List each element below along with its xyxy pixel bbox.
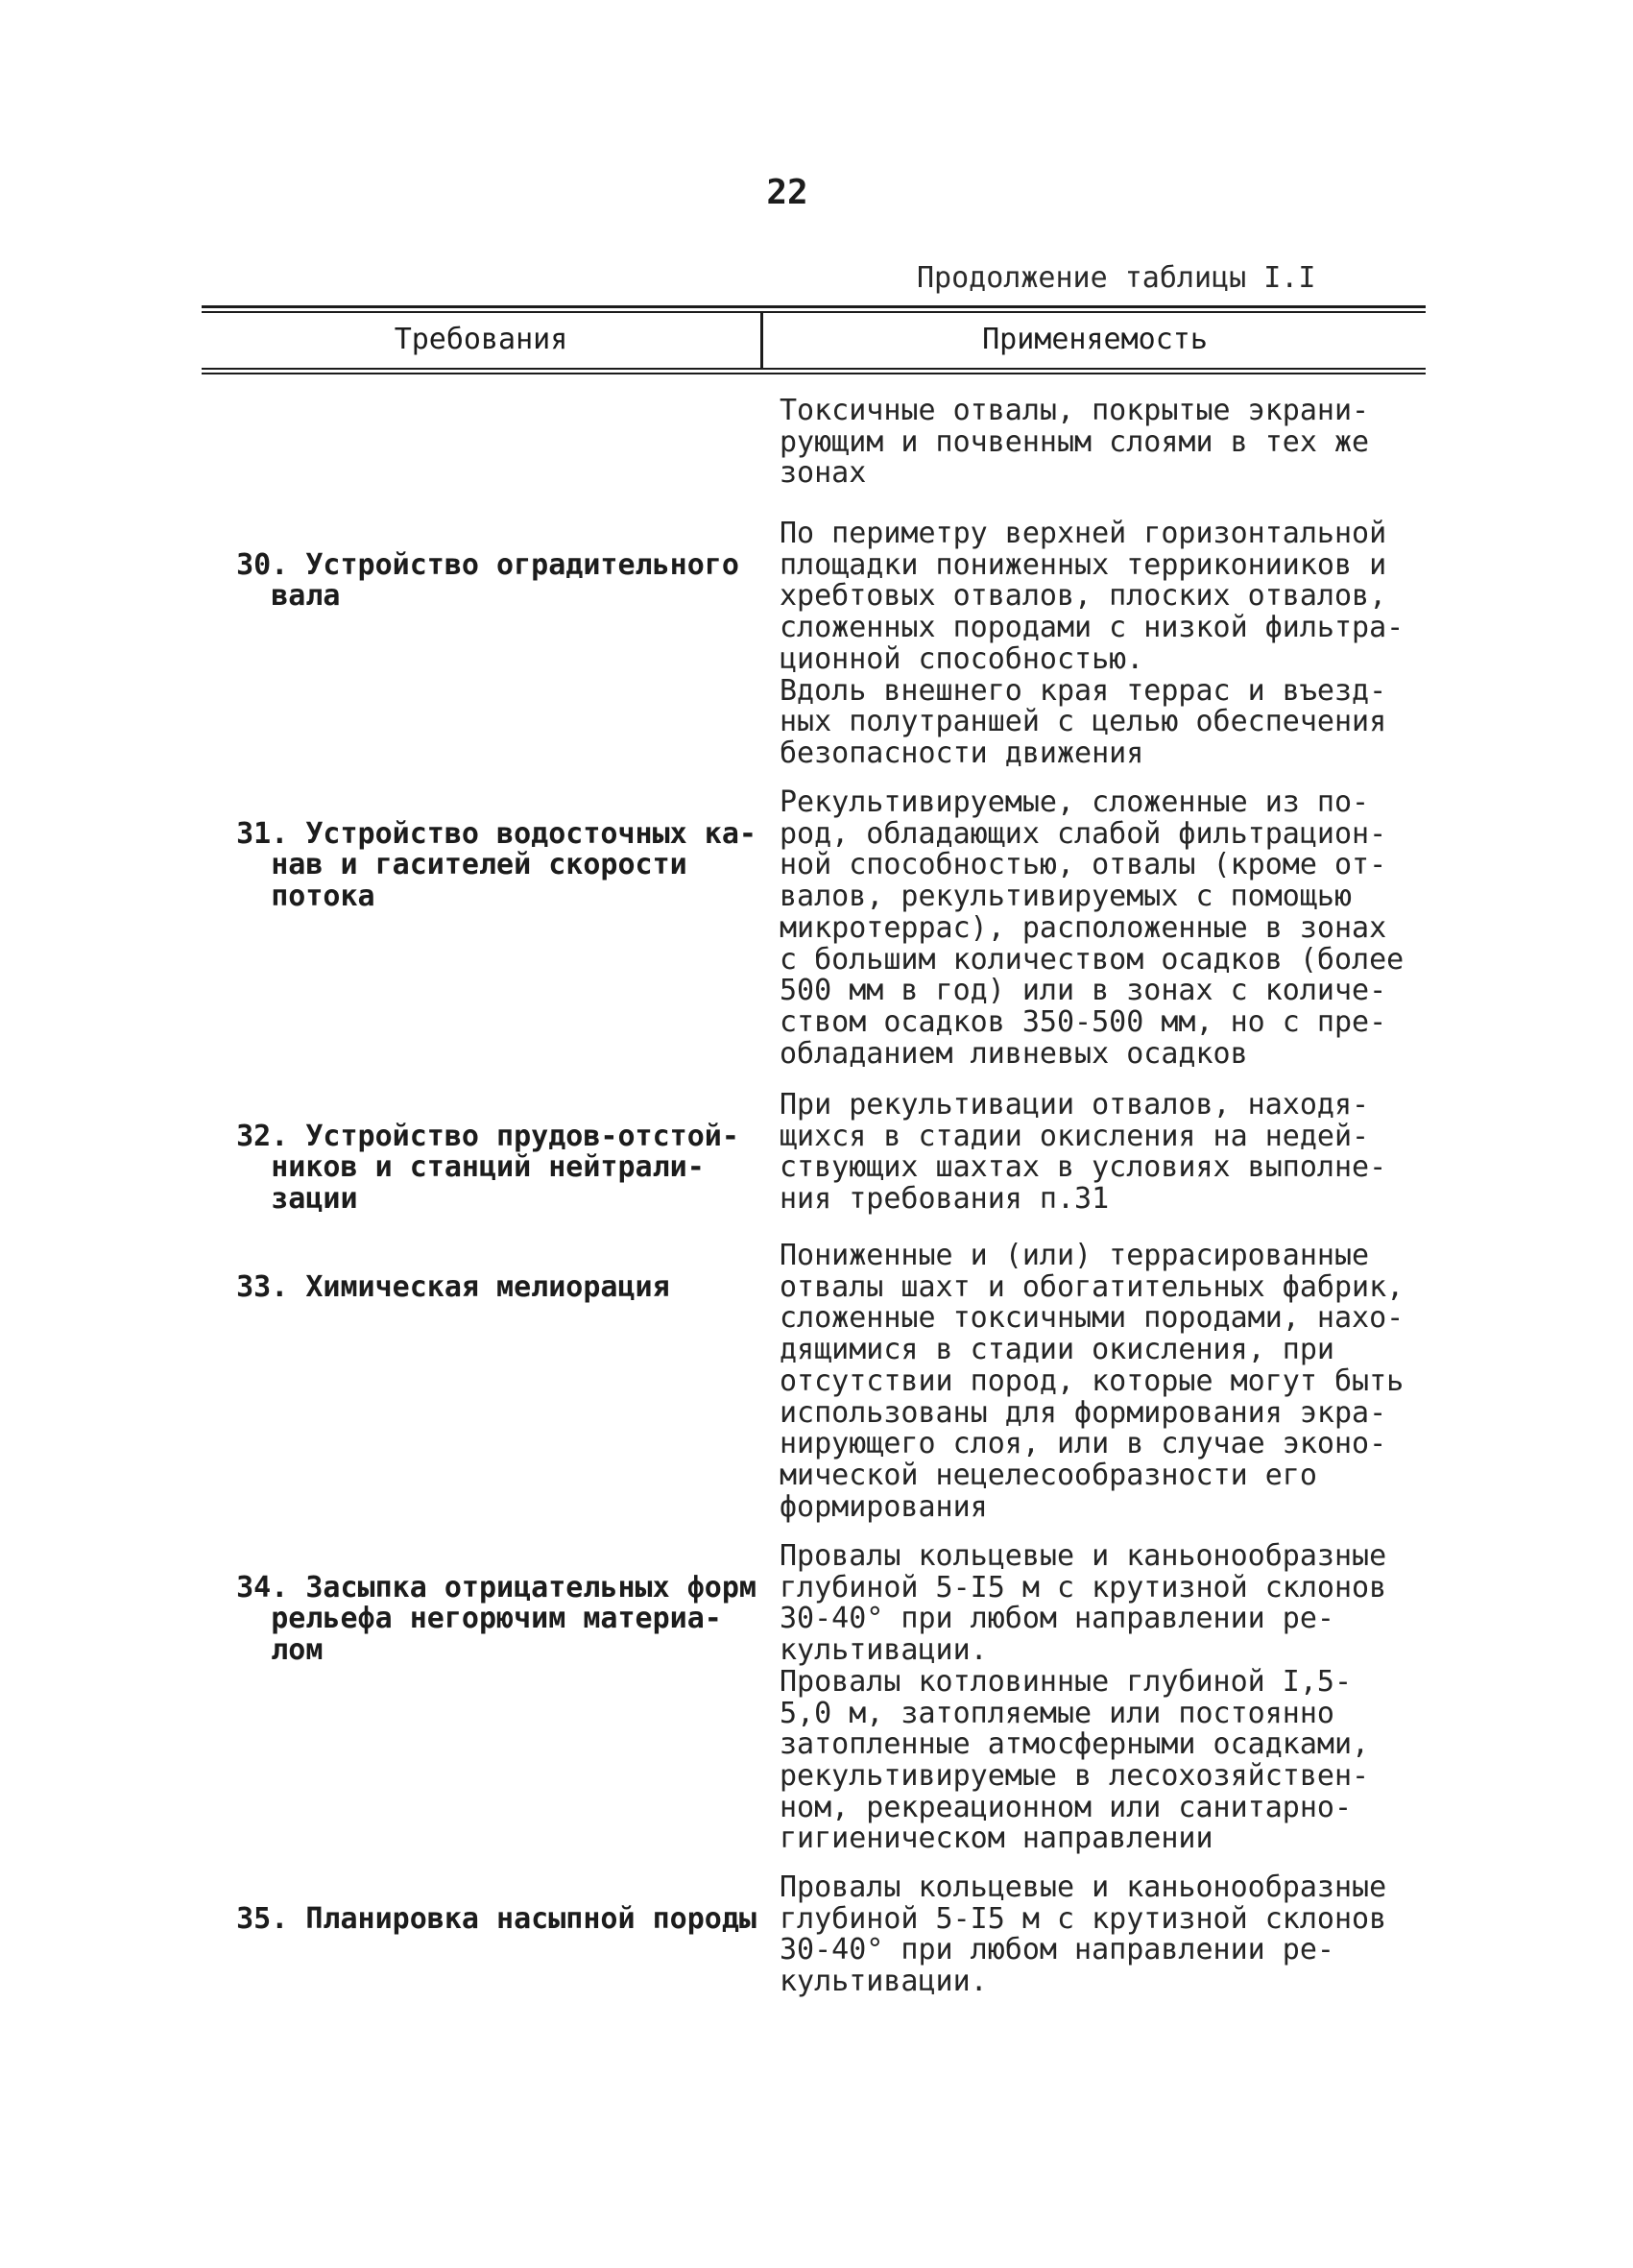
table-top-rule [202,305,1426,308]
table-row-30-requirement [202,519,754,613]
requirement-text: Устройство прудов-отстой- ников и станций нейтрали- зации [271,1119,739,1217]
table-row-30-applicability: По периметру верхней горизонтальной площадки пониженных терриконииков и хребтовых отвалов, плоских отвалов, сложенных породами с низкой фильтра- ционной способностью. Вдоль внешнего края террас и въезд- ных полутраншей с целью обеспечения безопасности движения [780,517,1405,770]
table-continuation-label: Продолжение таблицы I.I [917,261,1316,295]
header-applicability: Применяемость [982,323,1208,356]
header-bottom-rule [202,368,1426,370]
table-row-35-requirement [202,1872,754,1935]
row-number: 34. [236,1570,289,1604]
continued-applicability-cell: Токсичные отвалы, покрытые экрани- рующим и почвенным слоями в тех же зонах [780,394,1370,491]
header-bottom-rule-inner [202,373,1426,374]
header-requirements: Требования [394,323,568,356]
requirement-text: Засыпка отрицательных форм рельефа негорючим материа- лом [271,1570,756,1668]
row-number: 35. [236,1901,289,1936]
table-row-34-applicability: Провалы кольцевые и каньонообразные глубиной 5-I5 м с крутизной склонов 30-40° при любом направлении ре- культивации. Провалы котловинные глубиной I,5- 5,0 м, затопляемые или постоянно затопленные атмосферными осадками, рекультивируемые в лесохозяйствен- ном, рекреационном или санитарно- гигиеническом направлении [780,1539,1387,1856]
table-row-34-requirement [202,1541,754,1667]
row-number: 31. [236,816,289,851]
requirement-text: Устройство оградительного вала [271,547,739,614]
row-number: 33. [236,1269,289,1304]
table-top-rule-inner [202,311,1426,313]
table-row-31-requirement [202,787,754,913]
row-number: 32. [236,1119,289,1153]
requirement-text: Химическая мелиорация [305,1269,670,1304]
row-number: 30. [236,547,289,582]
table-row-35-applicability: Провалы кольцевые и каньонообразные глубиной 5-I5 м с крутизной склонов 30-40° при любом направлении ре- культивации. [780,1870,1387,1999]
requirement-text: Планировка насыпной породы [305,1901,756,1936]
table-row-33-applicability: Пониженные и (или) террасированные отвалы шахт и обогатительных фабрик, сложенные токсичными породами, нахо- дящимися в стадии окисления, при отсутствии пород, которые могут быть использованы для формирования экра- нирующего слоя, или в случае эконо- мической нецелесообразности его формирования [780,1239,1405,1524]
requirement-text: Устройство водосточных ка- нав и гасителей скорости потока [271,816,756,914]
table-row-32-applicability: При рекультивации отвалов, находя- щихся в стадии окисления на недей- ствующих шахтах в условиях выполне- ния требования п.31 [780,1088,1387,1217]
table-row-33-requirement [202,1241,754,1303]
page-number: 22 [766,173,808,212]
header-column-divider [760,313,763,369]
table-row-32-requirement [202,1090,754,1216]
table-row-31-applicability: Рекультивируемые, сложенные из по- род, обладающих слабой фильтрацион- ной способностью, отвалы (кроме от- валов, рекультивируемых с помощью микротеррас), расположенные в зонах с большим количеством осадков (более 500 мм в год) или в зонах с количе- ством осадков 350-500 мм, но с пре- обладанием ливневых осадков [780,785,1405,1071]
